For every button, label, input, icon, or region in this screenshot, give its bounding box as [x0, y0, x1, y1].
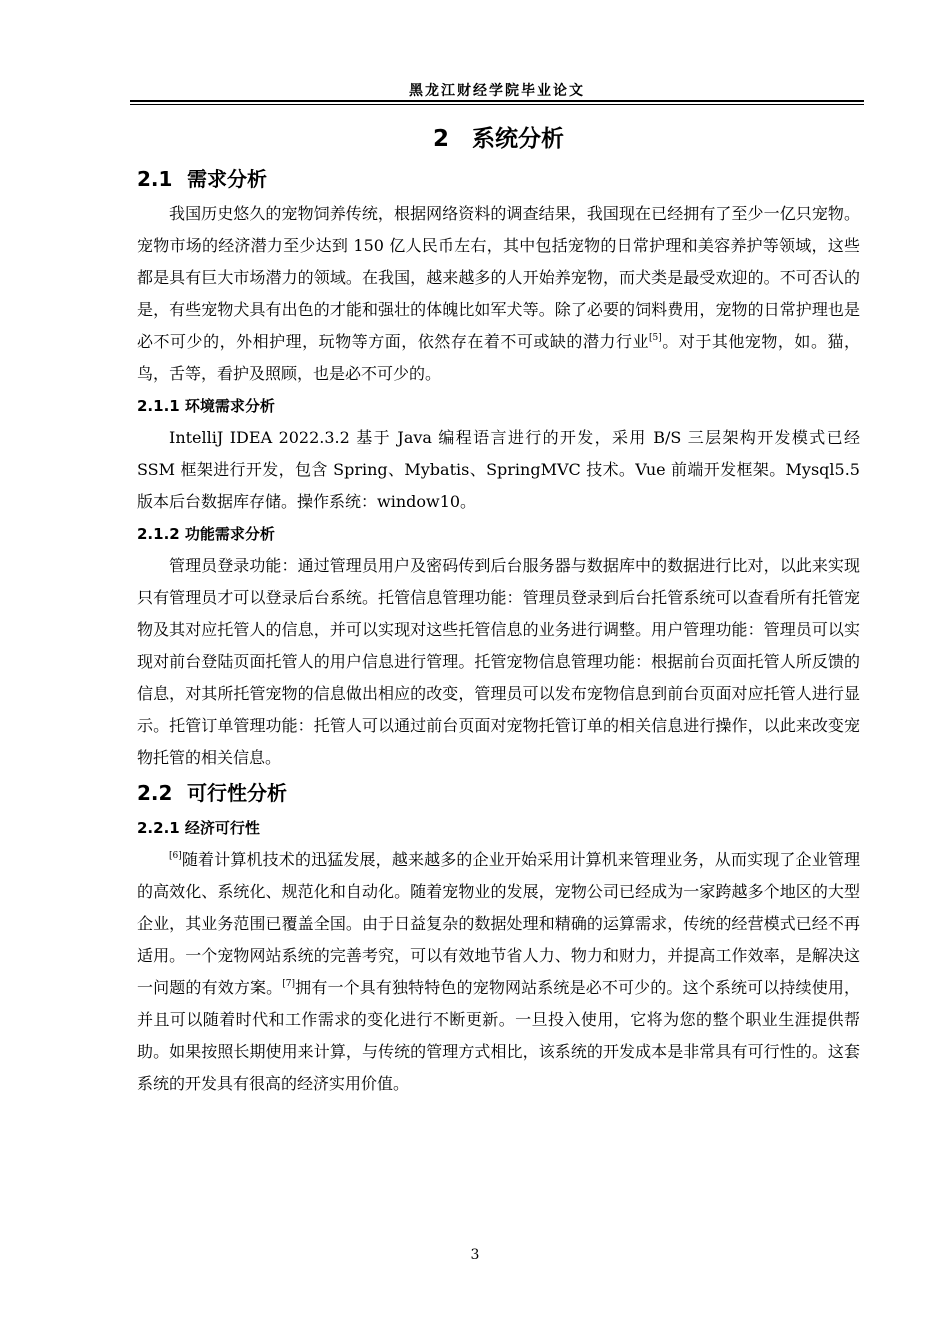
paragraph-text: 。对于其他宠物，如。猫，鸟，舌等，看护及照顾，也是必不可少的。	[137, 332, 860, 383]
paragraph-text: 随着计算机技术的迅猛发展，越来越多的企业开始采用计算机来管理业务，从而实现了企业管理的高效化、系统化、规范化和自动化。随着宠物业的发展，宠物公司已经成为一家跨越多个地区的大型企业，其业务范围已覆盖全国。由于日益复杂的数据处理和精确的运算需求，传统的经营模式已经不再适用。一个宠物网站系统的完善考究，可以有效地节省人力、物力和财力，并提高工作效率，是解决这一问题的有效方案。	[137, 850, 860, 997]
page-number: 3	[470, 1247, 480, 1263]
section-heading-2-2	[137, 774, 860, 812]
subsection-heading-2-2-1: 2.2.1 经济可行性	[137, 819, 260, 837]
chapter-title: 2 系统分析	[432, 126, 564, 152]
paragraph-environment: IntelliJ IDEA 2022.3.2 基于 Java 编程语言进行的开发，采用 B/S 三层架构开发模式已经 SSM 框架进行开发，包含 Spring、Mybatis、SpringMVC 技术。Vue 前端开发框架。Mysql5.5 版本后台数据库存储。操作系统：window10。	[137, 428, 860, 511]
citation-ref: [7]	[282, 979, 296, 989]
page-body	[137, 118, 860, 1100]
subsection-heading-2-1-2: 2.1.2 功能需求分析	[137, 525, 275, 543]
header-rule	[130, 100, 864, 102]
section-title: 可行性分析	[187, 781, 287, 805]
section-number: 2.1	[137, 167, 173, 191]
subsection-heading-2-1-1: 2.1.1 环境需求分析	[137, 397, 275, 415]
running-header: 黑龙江财经学院毕业论文	[409, 83, 585, 99]
section-title: 需求分析	[187, 167, 267, 191]
header-rule-thin	[130, 104, 864, 105]
section-heading-2-1	[137, 160, 860, 198]
paragraph-economic	[137, 844, 860, 1100]
section-number: 2.2	[137, 781, 173, 805]
citation-ref: [6]	[169, 851, 182, 861]
paragraph-market	[137, 198, 860, 390]
paragraph-functions: 管理员登录功能：通过管理员用户及密码传到后台服务器与数据库中的数据进行比对，以此来实现只有管理员才可以登录后台系统。托管信息管理功能：管理员登录到后台托管系统可以查看所有托管宠物及其对应托管人的信息，并可以实现对这些托管信息的业务进行调整。用户管理功能：管理员可以实现对前台登陆页面托管人的用户信息进行管理。托管宠物信息管理功能：根据前台页面托管人所反馈的信息，对其所托管宠物的信息做出相应的改变，管理员可以发布宠物信息到前台页面对应托管人进行显示。托管订单管理功能：托管人可以通过前台页面对宠物托管订单的相关信息进行操作，以此来改变宠物托管的相关信息。	[137, 556, 860, 767]
paragraph-text: 我国历史悠久的宠物饲养传统，根据网络资料的调查结果，我国现在已经拥有了至少一亿只宠物。宠物市场的经济潜力至少达到 150 亿人民币左右，其中包括宠物的日常护理和美容养护等领域，这些都是具有巨大市场潜力的领域。在我国，越来越多的人开始养宠物，而犬类是最受欢迎的。不可否认的是，有些宠物犬具有出色的才能和强壮的体魄比如军犬等。除了必要的饲料费用，宠物的日常护理也是必不可少的，外相护理，玩物等方面，依然存在着不可或缺的潜力行业	[137, 204, 860, 351]
paragraph-text: 拥有一个具有独特特色的宠物网站系统是必不可少的。这个系统可以持续使用，并且可以随着时代和工作需求的变化进行不断更新。一旦投入使用，它将为您的整个职业生涯提供帮助。如果按照长期使用来计算，与传统的管理方式相比，该系统的开发成本是非常具有可行性的。这套系统的开发具有很高的经济实用价值。	[137, 978, 860, 1093]
citation-ref: [5]	[649, 333, 662, 343]
